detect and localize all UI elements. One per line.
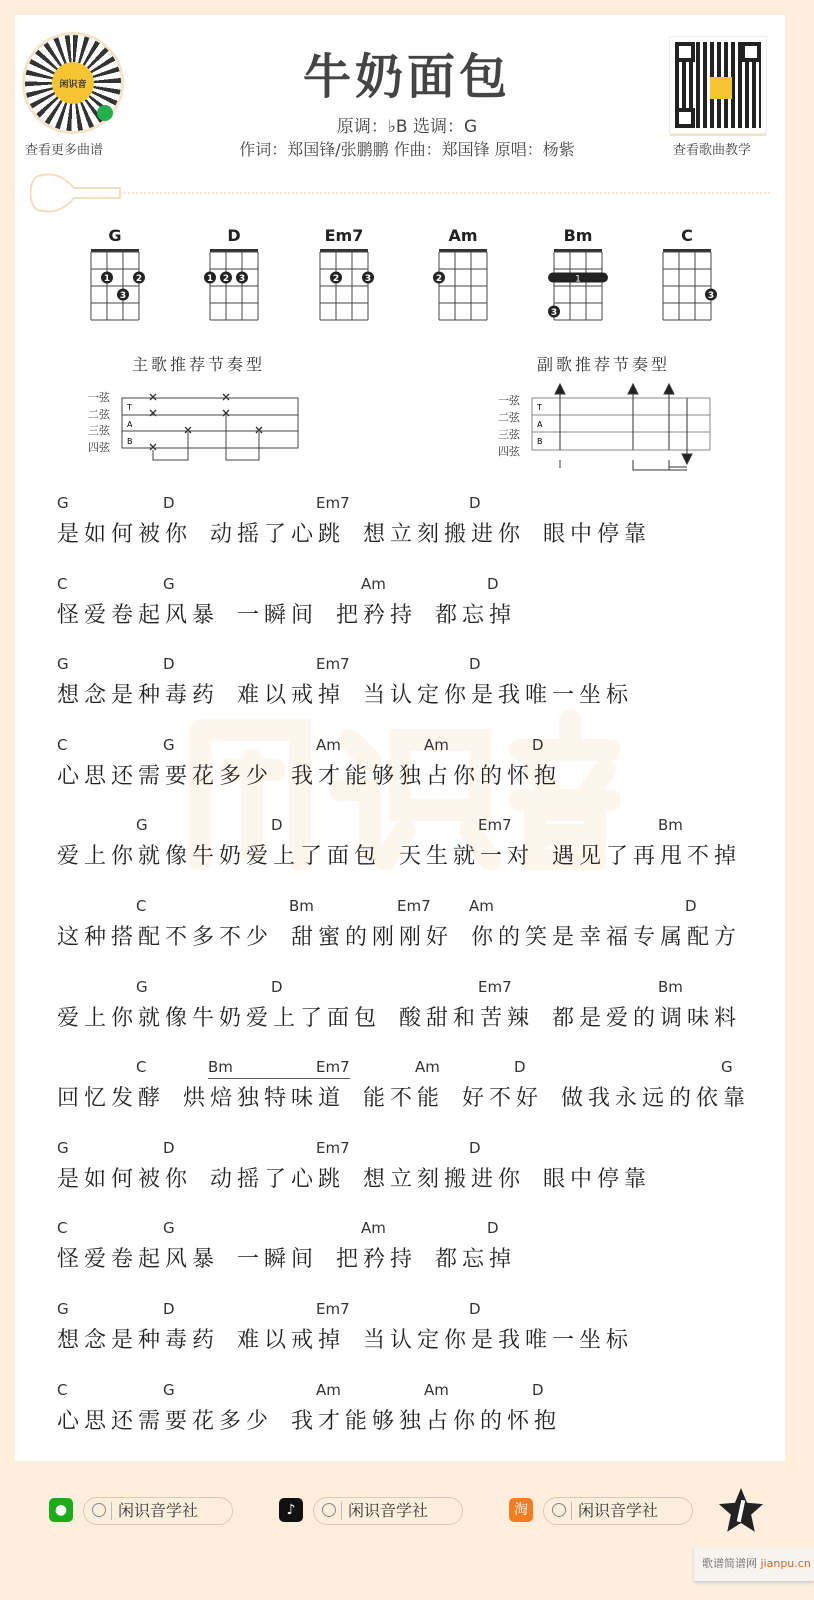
song-credits: 作词：郑国锋/张鹏鹏 作曲：郑国锋 原唱：杨紫 (239, 140, 575, 159)
chord-label: G (136, 977, 148, 996)
chord-tie-line (208, 1078, 350, 1079)
chord-label: D (163, 1138, 175, 1157)
svg-text:2: 2 (435, 274, 443, 284)
chord-label: Em7 (396, 897, 431, 915)
chord-name: D (227, 226, 241, 245)
site-name: 歌谱简谱网 (702, 1557, 757, 1570)
svg-text:3: 3 (707, 291, 715, 301)
lyric-text: 怪爱卷起风暴 一瞬间 把矜持 都忘掉 (57, 602, 516, 628)
chord-label: D (468, 1138, 481, 1157)
tab-letter: T (127, 403, 132, 412)
chord-label: Bm (657, 816, 683, 835)
chord-label: D (468, 655, 481, 674)
string-label: 一弦 (498, 394, 520, 407)
tab-letter: B (127, 437, 133, 446)
site-domain: jianpu.cn (760, 1557, 811, 1570)
chord-label: D (531, 1380, 544, 1399)
chord-label: C (57, 1380, 68, 1399)
chord-label: Bm (657, 977, 683, 996)
svg-text:1: 1 (103, 274, 111, 284)
lyric-text: 是如何被你 动摇了心跳 想立刻搬进你 眼中停靠 (57, 1166, 651, 1192)
taobao-search-box[interactable] (543, 1497, 693, 1525)
chord-label: Em7 (315, 1058, 350, 1077)
song-title: 牛奶面包 (302, 49, 511, 105)
chord-label: G (57, 655, 69, 674)
site-watermark[interactable] (694, 1547, 814, 1581)
chord-diagram-bm (538, 226, 618, 328)
string-label: 二弦 (88, 407, 110, 421)
lyric-text: 想念是种毒药 难以戒掉 当认定你是我唯一坐标 (57, 1328, 633, 1353)
svg-text:3: 3 (119, 291, 127, 301)
svg-text:1: 1 (206, 274, 214, 284)
more-scores-caption[interactable]: 查看更多曲谱 (25, 143, 104, 158)
divider (120, 192, 770, 194)
tutorial-qr-code[interactable] (670, 37, 766, 133)
svg-text:2: 2 (135, 274, 143, 284)
chord-label: D (513, 1058, 526, 1077)
lyric-line (57, 1219, 797, 1277)
lyric-text: 爱上你就像牛奶爱上了面包 酸甜和苦辣 都是爱的调味料 (57, 1005, 741, 1031)
chord-label: C (57, 735, 68, 754)
search-text: 闲识音学社 (348, 1501, 429, 1520)
wechat-search-box[interactable] (83, 1497, 233, 1525)
lyric-text: 回忆发酵 烘焙独特味道 能不能 好不好 做我永远的依靠 (57, 1086, 750, 1112)
lyric-text: 怪爱卷起风暴 一瞬间 把矜持 都忘掉 (57, 1247, 516, 1273)
chord-label: G (163, 1219, 175, 1238)
chord-diagram-g (75, 226, 155, 328)
svg-text:2: 2 (222, 274, 230, 284)
chord-label: C (57, 574, 68, 593)
chord-label: Em7 (315, 494, 350, 512)
tab-letter: B (537, 437, 543, 446)
chord-label: D (163, 655, 175, 674)
chord-label: Am (468, 897, 494, 915)
tutorial-caption[interactable]: 查看歌曲教学 (673, 143, 752, 158)
tab-letter: T (537, 403, 542, 412)
lyric-text: 想念是种毒药 难以戒掉 当认定你是我唯一坐标 (57, 683, 633, 709)
chord-diagram-am (423, 226, 503, 328)
verse-rhythm-title: 主歌推荐节奏型 (132, 355, 266, 374)
chord-label: C (136, 1058, 147, 1077)
chord-label: Am (423, 735, 449, 754)
chord-label: D (163, 1300, 175, 1318)
search-text: 闲识音学社 (578, 1501, 659, 1520)
chord-label: Am (360, 1219, 386, 1238)
string-label: 三弦 (88, 424, 110, 437)
search-icon (322, 1503, 336, 1517)
chord-name: G (108, 226, 122, 245)
lyric-text: 这种搭配不多不少 甜蜜的刚刚好 你的笑是幸福专属配方 (57, 925, 741, 950)
string-label: 一弦 (88, 391, 110, 404)
ukulele-icon (30, 172, 130, 214)
search-text: 闲识音学社 (118, 1501, 199, 1520)
brand-star-logo (718, 1488, 764, 1534)
search-icon (92, 1503, 106, 1517)
chorus-rhythm-tab (530, 380, 715, 475)
lyric-line (57, 816, 797, 874)
chord-label: C (57, 1219, 68, 1238)
douyin-icon[interactable]: ♪ (279, 1498, 303, 1522)
chord-label: D (468, 494, 481, 512)
lyric-line (57, 655, 797, 713)
chord-label: D (684, 897, 697, 915)
chord-label: Am (315, 1380, 341, 1399)
douyin-search-box[interactable] (313, 1497, 463, 1525)
lyric-text: 心思还需要花多少 我才能够独占你的怀抱 (57, 763, 561, 789)
lyric-line (57, 897, 797, 955)
string-label: 三弦 (498, 428, 520, 441)
chord-label: Am (423, 1380, 449, 1399)
lyric-text: 是如何被你 动摇了心跳 想立刻搬进你 眼中停靠 (57, 522, 651, 547)
chord-label: D (163, 494, 175, 512)
lyric-text: 爱上你就像牛奶爱上了面包 天生就一对 遇见了再甩不掉 (57, 844, 741, 870)
taobao-icon[interactable]: 淘 (509, 1498, 533, 1522)
chord-label: D (531, 735, 544, 754)
lyric-line (57, 1058, 797, 1116)
verse-rhythm-tab (120, 390, 305, 470)
chord-label: C (136, 897, 147, 915)
lyric-line (57, 736, 797, 794)
chord-label: Am (360, 574, 386, 593)
lyric-text: 心思还需要花多少 我才能够独占你的怀抱 (57, 1408, 561, 1434)
tab-letter: A (127, 420, 133, 429)
chord-label: D (271, 977, 283, 996)
chord-label: D (271, 816, 283, 835)
chord-label: G (720, 1058, 733, 1077)
chord-name: C (681, 226, 693, 245)
chord-name: Em7 (324, 226, 364, 245)
svg-text:3: 3 (550, 308, 558, 318)
lyric-line (57, 978, 797, 1036)
chord-name: Bm (563, 226, 593, 245)
chord-label: G (136, 816, 148, 835)
svg-text:1: 1 (575, 274, 581, 285)
lyric-line (57, 575, 797, 633)
mini-program-icon (97, 105, 113, 121)
lyric-line (57, 1139, 797, 1197)
chord-label: Am (315, 735, 341, 754)
chorus-rhythm-title: 副歌推荐节奏型 (537, 355, 671, 374)
chord-label: G (57, 1138, 69, 1157)
chord-label: G (57, 494, 69, 512)
chord-label: Em7 (477, 977, 512, 996)
wechat-icon[interactable]: ● (49, 1498, 73, 1522)
search-icon (552, 1503, 566, 1517)
verse-string-labels (88, 390, 110, 456)
chord-label: Em7 (315, 1300, 350, 1318)
chorus-string-labels (498, 392, 520, 460)
chord-name: Am (448, 226, 478, 245)
string-label: 二弦 (498, 411, 520, 424)
chord-diagram-c (647, 226, 727, 328)
svg-text:2: 2 (332, 274, 340, 284)
lyric-line (57, 1300, 797, 1358)
lyric-line (57, 1381, 797, 1439)
chord-label: Em7 (315, 1138, 350, 1157)
chord-label: D (486, 1219, 499, 1238)
chord-label: D (486, 574, 499, 593)
chord-diagram-d (194, 226, 274, 328)
lyric-line (57, 494, 797, 552)
chord-label: Am (414, 1058, 440, 1077)
chord-label: G (163, 735, 175, 754)
chord-label: Em7 (477, 816, 512, 835)
svg-text:3: 3 (238, 274, 246, 284)
chord-label: G (163, 574, 175, 593)
chord-label: G (163, 1380, 175, 1399)
logo: 闲识音 (52, 62, 94, 104)
chord-label: Bm (207, 1058, 233, 1077)
tab-letter: A (537, 420, 543, 429)
chord-diagram-em7 (304, 226, 384, 328)
chord-label: Bm (288, 897, 314, 915)
svg-text:3: 3 (364, 274, 372, 284)
chord-label: D (468, 1300, 481, 1318)
key-info: 原调：♭B 选调：G (336, 117, 478, 137)
more-scores-qr-code[interactable] (25, 35, 121, 131)
chord-label: Em7 (315, 655, 350, 674)
string-label: 四弦 (498, 445, 520, 458)
string-label: 四弦 (88, 440, 110, 454)
chord-label: G (57, 1300, 69, 1318)
